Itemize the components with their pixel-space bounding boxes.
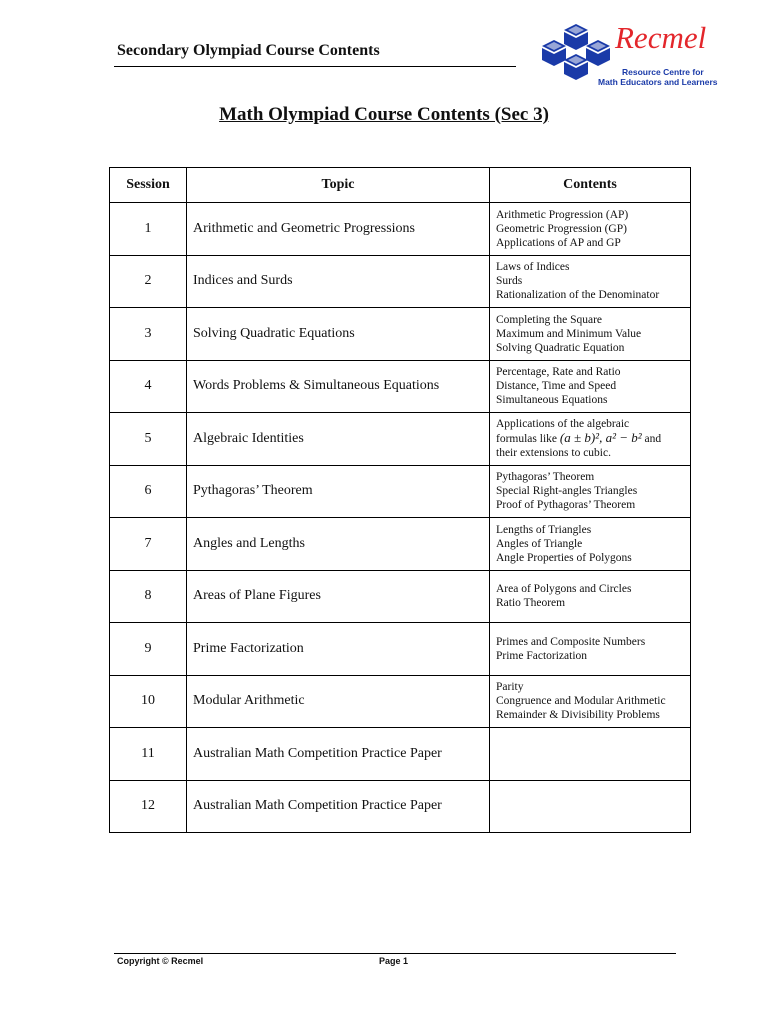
session-number: 1 bbox=[110, 203, 187, 256]
footer-page-number: Page 1 bbox=[379, 956, 409, 966]
contents-line: Laws of Indices bbox=[496, 261, 570, 274]
session-topic: Arithmetic and Geometric Progressions bbox=[187, 203, 490, 256]
contents-line: Parity bbox=[496, 681, 524, 694]
session-topic: Angles and Lengths bbox=[187, 518, 490, 571]
logo-tagline-line2: Math Educators and Learners bbox=[598, 77, 718, 87]
contents-text: and bbox=[644, 433, 662, 446]
header-contents: Contents bbox=[490, 168, 691, 203]
table-row bbox=[110, 780, 691, 833]
table-row bbox=[110, 203, 691, 256]
session-number: 5 bbox=[110, 413, 187, 466]
table-header-row bbox=[110, 168, 691, 203]
session-contents bbox=[490, 308, 691, 361]
session-number: 12 bbox=[110, 780, 187, 833]
session-contents bbox=[490, 465, 691, 518]
session-number: 3 bbox=[110, 308, 187, 361]
session-number: 9 bbox=[110, 623, 187, 676]
contents-line: Maximum and Minimum Value bbox=[496, 327, 642, 340]
session-contents bbox=[490, 675, 691, 728]
session-contents bbox=[490, 518, 691, 571]
contents-line: Surds bbox=[496, 275, 523, 288]
contents-line: Rationalization of the Denominator bbox=[496, 289, 660, 302]
recmel-cube-logo-icon bbox=[540, 22, 612, 82]
contents-line: Pythagoras’ Theorem bbox=[496, 471, 595, 484]
contents-line: Angle Properties of Polygons bbox=[496, 551, 632, 564]
session-number: 10 bbox=[110, 675, 187, 728]
header-session: Session bbox=[110, 168, 187, 203]
header-title: Secondary Olympiad Course Contents bbox=[117, 42, 380, 59]
session-topic: Indices and Surds bbox=[187, 255, 490, 308]
session-number: 2 bbox=[110, 255, 187, 308]
document-title: Math Olympiad Course Contents (Sec 3) bbox=[219, 104, 549, 125]
session-number: 11 bbox=[110, 728, 187, 781]
algebraic-formula: (a ± b)², a² − b² bbox=[559, 430, 642, 446]
course-contents-table bbox=[109, 167, 691, 833]
contents-line: Solving Quadratic Equation bbox=[496, 341, 625, 354]
session-contents bbox=[490, 780, 691, 833]
table-row bbox=[110, 360, 691, 413]
recmel-logo bbox=[540, 22, 740, 92]
contents-line: Completing the Square bbox=[496, 313, 603, 326]
session-contents bbox=[490, 255, 691, 308]
header-divider bbox=[114, 66, 516, 67]
table-row bbox=[110, 413, 691, 466]
contents-line: their extensions to cubic. bbox=[496, 447, 611, 460]
contents-line: Ratio Theorem bbox=[496, 597, 566, 610]
contents-line: Angles of Triangle bbox=[496, 537, 583, 550]
contents-line: Geometric Progression (GP) bbox=[496, 222, 627, 235]
session-contents bbox=[490, 203, 691, 256]
session-topic: Pythagoras’ Theorem bbox=[187, 465, 490, 518]
table-row bbox=[110, 308, 691, 361]
table-row bbox=[110, 623, 691, 676]
session-contents bbox=[490, 413, 691, 466]
contents-line: Special Right-angles Triangles bbox=[496, 485, 638, 498]
session-topic: Australian Math Competition Practice Paper bbox=[187, 728, 490, 781]
contents-line: Area of Polygons and Circles bbox=[496, 583, 632, 596]
session-contents bbox=[490, 360, 691, 413]
contents-line: Proof of Pythagoras’ Theorem bbox=[496, 499, 636, 512]
contents-line: Applications of the algebraic bbox=[496, 418, 630, 431]
table-row bbox=[110, 570, 691, 623]
table-row bbox=[110, 728, 691, 781]
session-contents bbox=[490, 728, 691, 781]
session-topic: Australian Math Competition Practice Paper bbox=[187, 780, 490, 833]
session-topic: Prime Factorization bbox=[187, 623, 490, 676]
table-row bbox=[110, 675, 691, 728]
session-topic: Solving Quadratic Equations bbox=[187, 308, 490, 361]
contents-line: Distance, Time and Speed bbox=[496, 380, 617, 393]
session-number: 8 bbox=[110, 570, 187, 623]
contents-line: Prime Factorization bbox=[496, 649, 588, 662]
contents-line: Simultaneous Equations bbox=[496, 394, 608, 407]
contents-text: formulas like bbox=[496, 433, 557, 446]
header-topic: Topic bbox=[187, 168, 490, 203]
session-topic: Modular Arithmetic bbox=[187, 675, 490, 728]
table-row bbox=[110, 255, 691, 308]
contents-line: Congruence and Modular Arithmetic bbox=[496, 695, 666, 708]
contents-line: Primes and Composite Numbers bbox=[496, 635, 646, 648]
session-topic: Algebraic Identities bbox=[187, 413, 490, 466]
logo-wordmark: Recmel bbox=[615, 20, 707, 55]
session-number: 6 bbox=[110, 465, 187, 518]
session-topic: Words Problems & Simultaneous Equations bbox=[187, 360, 490, 413]
table-row bbox=[110, 518, 691, 571]
session-topic: Areas of Plane Figures bbox=[187, 570, 490, 623]
contents-line: Percentage, Rate and Ratio bbox=[496, 366, 621, 379]
contents-line: Remainder & Divisibility Problems bbox=[496, 709, 660, 722]
contents-line: Applications of AP and GP bbox=[496, 236, 621, 249]
table-row bbox=[110, 465, 691, 518]
session-number: 4 bbox=[110, 360, 187, 413]
session-contents bbox=[490, 570, 691, 623]
contents-line: Arithmetic Progression (AP) bbox=[496, 208, 629, 221]
contents-line: Lengths of Triangles bbox=[496, 523, 592, 536]
session-number: 7 bbox=[110, 518, 187, 571]
footer-copyright: Copyright © Recmel bbox=[117, 956, 204, 966]
footer-divider bbox=[114, 953, 676, 954]
session-contents bbox=[490, 623, 691, 676]
logo-tagline-line1: Resource Centre for bbox=[622, 67, 704, 77]
contents-line bbox=[496, 431, 690, 446]
